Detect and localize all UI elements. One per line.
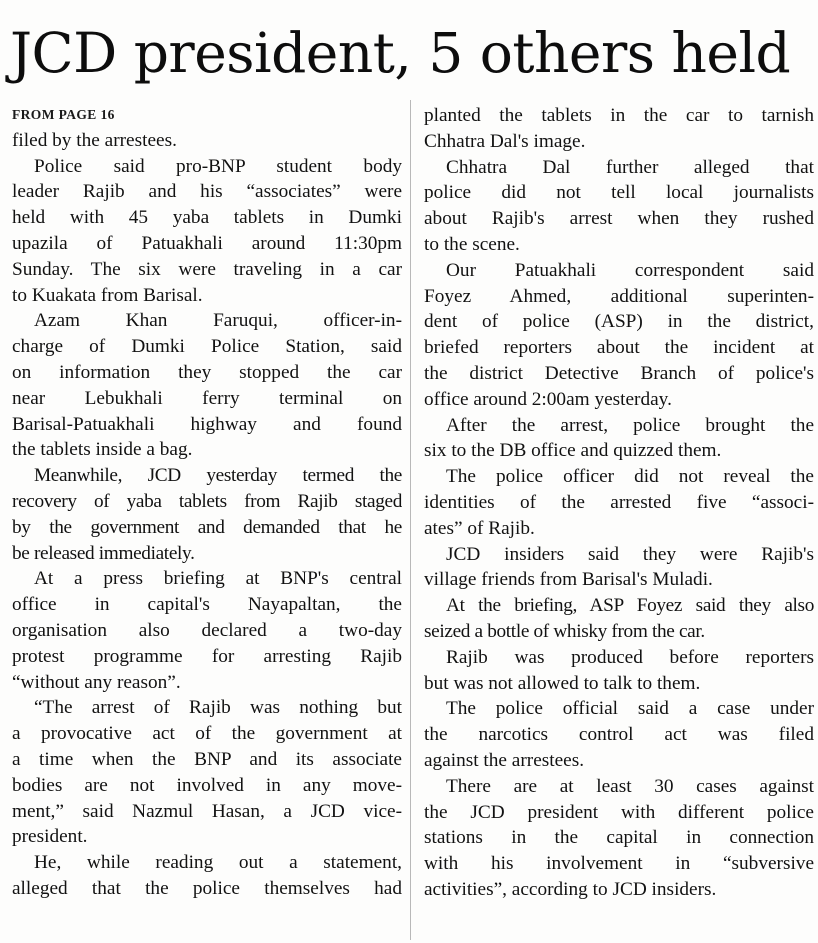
left-column-line: Sunday. The six were traveling in a car	[12, 258, 402, 280]
left-column-line: leader Rajib and his “associates” were	[12, 181, 402, 203]
right-column-line: After the arrest, police brought the	[446, 414, 814, 436]
left-column-line: “without any reason”.	[12, 671, 181, 693]
left-column-line: held with 45 yaba tablets in Dumki	[12, 207, 402, 229]
right-column-line: but was not allowed to talk to them.	[424, 672, 701, 694]
article-column-left	[12, 102, 402, 902]
column-divider	[410, 100, 411, 940]
right-column-line: the narcotics control act was filed	[424, 724, 814, 746]
left-column-line: recovery of yaba tablets from Rajib staged	[12, 490, 402, 512]
right-column-line: village friends from Barisal's Muladi.	[424, 569, 713, 591]
right-column-line: against the arrestees.	[424, 749, 585, 771]
right-column-line: ates” of Rajib.	[424, 517, 535, 539]
right-column-line: dent of police (ASP) in the district,	[424, 311, 814, 333]
left-column-line: on information they stopped the car	[12, 361, 402, 383]
headline: JCD president, 5 others held	[10, 21, 791, 85]
right-column-line: with his involvement in “subversive	[424, 853, 814, 875]
right-column-line: to the scene.	[424, 233, 520, 255]
left-column-line: upazila of Patuakhali around 11:30pm	[12, 232, 402, 254]
left-column-line: president.	[12, 826, 88, 848]
left-column-line: bodies are not involved in any move-	[12, 774, 402, 796]
left-column-line: be released immediately.	[12, 542, 195, 564]
left-column-line: to Kuakata from Barisal.	[12, 284, 203, 306]
left-column-line: the tablets inside a bag.	[12, 439, 193, 461]
right-column-line: the JCD president with different police	[424, 801, 814, 823]
right-column-line: identities of the arrested five “associ-	[424, 491, 814, 513]
right-column-line: Foyez Ahmed, additional superinten-	[424, 285, 814, 307]
right-column-text	[424, 103, 814, 903]
right-column-line: six to the DB office and quizzed them.	[424, 440, 722, 462]
left-column-line: by the government and demanded that he	[12, 516, 402, 538]
article-column-right	[424, 103, 814, 903]
right-column-line: The police officer did not reveal the	[446, 466, 814, 488]
left-column-line: alleged that the police themselves had	[12, 877, 402, 899]
right-column-line: office around 2:00am yesterday.	[424, 388, 672, 410]
right-column-line: police did not tell local journalists	[424, 182, 814, 204]
right-column-line: Chhatra Dal further alleged that	[446, 156, 814, 178]
left-column-line: office in capital's Nayapaltan, the	[12, 594, 402, 616]
right-column-line: seized a bottle of whisky from the car.	[424, 620, 705, 642]
right-column-line: Chhatra Dal's image.	[424, 130, 586, 152]
left-column-line: Azam Khan Faruqui, officer-in-	[34, 310, 402, 332]
left-column-line: Police said pro-BNP student body	[34, 155, 402, 177]
right-column-line: JCD insiders said they were Rajib's	[446, 543, 814, 565]
right-column-line: briefed reporters about the incident at	[424, 337, 814, 359]
jump-label: FROM PAGE 16	[12, 107, 115, 122]
left-column-line: protest programme for arresting Rajib	[12, 645, 402, 667]
right-column-line: stations in the capital in connection	[424, 827, 814, 849]
left-column-line: “The arrest of Rajib was nothing but	[34, 697, 402, 719]
left-column-line: filed by the arrestees.	[12, 129, 177, 151]
left-column-line: charge of Dumki Police Station, said	[12, 336, 402, 358]
left-column-line: At a press briefing at BNP's central	[34, 568, 402, 590]
left-column-line: He, while reading out a statement,	[34, 852, 402, 874]
left-column-text	[12, 128, 402, 902]
right-column-line: At the briefing, ASP Foyez said they also	[446, 595, 814, 617]
right-column-line: activities”, according to JCD insiders.	[424, 878, 717, 900]
left-column-line: Barisal-Patuakhali highway and found	[12, 413, 402, 435]
left-column-line: Meanwhile, JCD yesterday termed the	[34, 465, 402, 487]
right-column-line: The police official said a case under	[446, 698, 814, 720]
left-column-line: ment,” said Nazmul Hasan, a JCD vice-	[12, 800, 402, 822]
right-column-line: planted the tablets in the car to tarnish	[424, 105, 814, 126]
left-column-line: a provocative act of the government at	[12, 723, 402, 745]
left-column-line: organisation also declared a two-day	[12, 619, 402, 641]
right-column-line: the district Detective Branch of police's	[424, 362, 814, 384]
right-column-line: Rajib was produced before reporters	[446, 646, 814, 668]
left-column-line: a time when the BNP and its associate	[12, 748, 402, 770]
right-column-line: Our Patuakhali correspondent said	[446, 259, 814, 281]
right-column-line: about Rajib's arrest when they rushed	[424, 208, 814, 230]
right-column-line: There are at least 30 cases against	[446, 775, 814, 797]
left-column-line: near Lebukhali ferry terminal on	[12, 387, 402, 409]
